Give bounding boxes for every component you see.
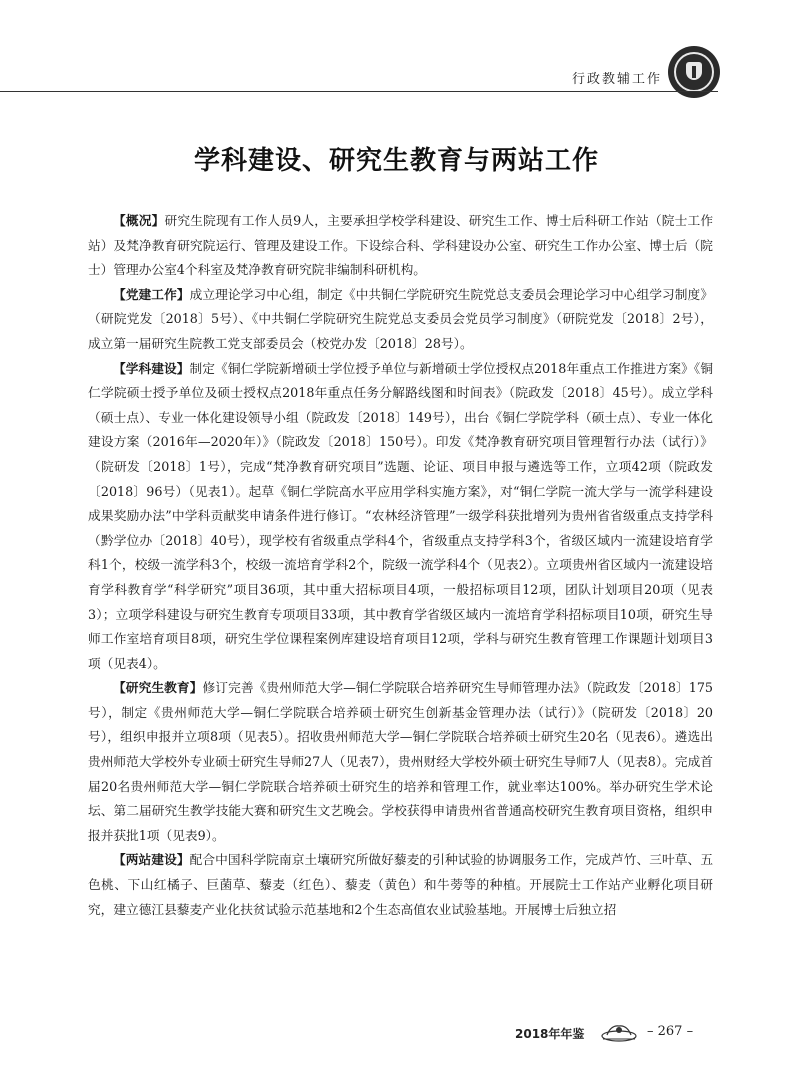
paragraph-two-stations [88,848,713,922]
running-header-section: 行政教辅工作 [572,72,663,87]
page-number: – 267 – [647,1024,694,1039]
yearbook-emblem-icon [599,1021,639,1043]
paragraph-text: 研究生院现有工作人员9人，主要承担学校学科建设、研究生工作、博士后科研工作站（院士工作站）及梵净教育研究院运行、管理及建设工作。下设综合科、学科建设办公室、研究生工作办公室、博士后（院士）管理办公室4个科室及梵净教育研究院非编制科研机构。 [88,213,714,278]
paragraph-tag: 【党建工作】 [113,286,190,302]
paragraph-tag: 【学科建设】 [113,360,190,376]
page-title: 学科建设、研究生教育与两站工作 [193,146,599,176]
paragraph-graduate-education [88,676,713,848]
article-body [88,209,713,922]
yearbook-label: 2018年年鉴 [515,1027,585,1041]
paragraph-tag: 【概况】 [113,213,165,228]
paragraph-overview [88,209,713,283]
paragraph-party-building [88,283,713,357]
paragraph-text: 修订完善《贵州师范大学—铜仁学院联合培养研究生导师管理办法》（院政发〔2018〕175号），制定《贵州师范大学—铜仁学院联合培养硕士研究生创新基金管理办法（试行）》（院研发〔2018〕20号），组织申报并立项8项（见表5）。招收贵州师范大学—铜仁学院联合培养硕士研究生20名（见表6）。遴选出贵州师范大学校外专业硕士研究生导师27人（见表7），贵州财经大学校外硕士研究生导师7人（见表8）。完成首届20名贵州师范大学—铜仁学院联合培养硕士研究生的培养和管理工作，就业率达100%。举办研究生学术论坛、第二届研究生教学技能大赛和研究生文艺晚会。学校获得申请贵州省普通高校研究生教育项目资格，组织申报并获批1项（见表9）。 [88,680,714,843]
paragraph-text: 制定《铜仁学院新增硕士学位授予单位与新增硕士学位授权点2018年重点工作推进方案》《铜仁学院硕士授予单位及硕士授权点2018年重点任务分解路线图和时间表》（院政发〔2018〕45号）。成立学科（硕士点）、专业一体化建设领导小组（院政发〔2018〕149号），出台《铜仁学院学科（硕士点）、专业一体化建设方案（2016年—2020年）》（院政发〔2018〕150号）。印发《梵净教育研究项目管理暂行办法（试行）》（院研发〔2018〕1号），完成“梵净教育研究项目”选题、论证、项目申报与遴选等工作，立项42项（院政发〔2018〕96号）（见表1）。起草《铜仁学院高水平应用学科实施方案》，对“铜仁学院一流大学与一流学科建设成果奖励办法”中学科贡献奖申请条件进行修订。“农林经济管理”一级学科获批增列为贵州省省级重点支持学科（黔学位办〔2018〕40号），现学校有省级重点学科4个，省级重点支持学科3个，省级区域内一流建设培育学科1个，校级一流学科3个，校级一流培育学科2个，院级一流学科4个（见表2）。立项贵州省区域内一流建设培育学科教育学“科学研究”项目36项，其中重大招标项目4项，一般招标项目12项，团队计划项目20项（见表3）；立项学科建设与研究生教育专项项目33项，其中教育学省级区域内一流培育学科招标项目10项，研究生导师工作室培育项目8项，研究生学位课程案例库建设培育项目12项，学科与研究生教育管理工作课题计划项目3项（见表4）。 [88,360,714,671]
paragraph-text: 配合中国科学院南京土壤研究所做好藜麦的引种试验的协调服务工作，完成芦竹、三叶草、五色桃、下山红橘子、巨菌草、藜麦（红色）、藜麦（黄色）和牛蒡等的种植。开展院士工作站产业孵化项目研究，建立德江县藜麦产业化扶贫试验示范基地和2个生态高值农业试验基地。开展博士后独立招 [88,852,714,917]
paragraph-text: 成立理论学习中心组，制定《中共铜仁学院研究生院党总支委员会理论学习中心组学习制度》（研院党发〔2018〕5号）、《中共铜仁学院研究生院党总支委员会党员学习制度》（研院党发〔2018〕2号），成立第一届研究生院教工党支部委员会（校党办发〔2018〕28号）。 [88,286,714,351]
paragraph-tag: 【两站建设】 [113,852,190,868]
paragraph-discipline-building [88,357,713,677]
header-rule [0,91,718,92]
paragraph-tag: 【研究生教育】 [113,680,203,696]
